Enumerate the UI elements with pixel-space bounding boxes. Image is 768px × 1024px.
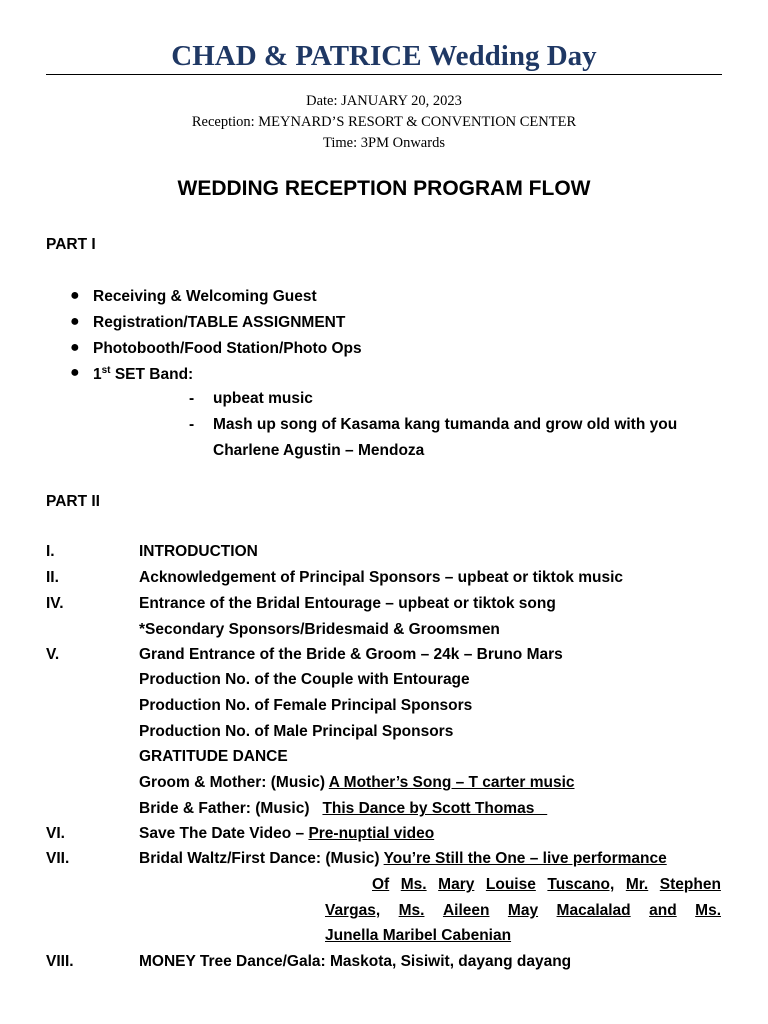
program-item: Bridal Waltz/First Dance: (Music) You’re Still the One – live performance bbox=[139, 850, 667, 867]
program-subitem: Production No. of Female Principal Sponsors bbox=[139, 697, 473, 714]
row-number: VI. bbox=[46, 825, 65, 842]
program-subitem: Production No. of Male Principal Sponsors bbox=[139, 723, 454, 740]
sub-item: upbeat music bbox=[213, 390, 313, 407]
row-number: VIII. bbox=[46, 953, 74, 970]
bullet-icon: ● bbox=[70, 287, 80, 304]
program-item: Grand Entrance of the Bride & Groom – 24k – Bruno Mars bbox=[139, 646, 563, 663]
program-subitem: *Secondary Sponsors/Bridesmaid & Groomsmen bbox=[139, 621, 500, 638]
part-one-label: PART I bbox=[46, 236, 96, 253]
event-time: Time: 3PM Onwards bbox=[323, 135, 445, 151]
event-date: Date: JANUARY 20, 2023 bbox=[306, 93, 462, 109]
event-reception: Reception: MEYNARD’S RESORT & CONVENTION CENTER bbox=[191, 114, 577, 130]
program-item: MONEY Tree Dance/Gala: Maskota, Sisiwit, dayang dayang bbox=[139, 953, 572, 970]
program-item: Acknowledgement of Principal Sponsors – upbeat or tiktok music bbox=[139, 569, 624, 586]
performers-line: Of Ms. Mary Louise Tuscano, Mr. Stephen bbox=[372, 876, 721, 893]
section-heading: WEDDING RECEPTION PROGRAM FLOW bbox=[177, 177, 591, 200]
performers-line: Vargas, Ms. Aileen May Macalalad and Ms. bbox=[325, 902, 721, 919]
dash-marker: - bbox=[189, 390, 195, 407]
program-subitem: Bride & Father: (Music) This Dance by Scott Thomas bbox=[139, 800, 548, 817]
program-item: Save The Date Video – Pre-nuptial video bbox=[139, 825, 435, 842]
program-subitem: GRATITUDE DANCE bbox=[139, 748, 288, 765]
bullet-icon: ● bbox=[70, 364, 80, 381]
page-title: CHAD & PATRICE Wedding Day bbox=[171, 40, 597, 72]
part-two-label: PART II bbox=[46, 493, 100, 510]
program-item: Entrance of the Bridal Entourage – upbeat or tiktok song bbox=[139, 595, 556, 612]
title-divider bbox=[46, 74, 722, 75]
video-title: Pre-nuptial video bbox=[308, 825, 435, 842]
bullet-icon: ● bbox=[70, 313, 80, 330]
song-title: You’re Still the One – live performance bbox=[383, 850, 667, 867]
row-number: IV. bbox=[46, 595, 64, 612]
bullet-icon: ● bbox=[70, 339, 80, 356]
list-item: Photobooth/Food Station/Photo Ops bbox=[93, 340, 362, 357]
song-title: A Mother’s Song – T carter music bbox=[328, 774, 575, 791]
program-item: INTRODUCTION bbox=[139, 543, 258, 560]
program-subitem: Groom & Mother: (Music) A Mother’s Song – T carter music bbox=[139, 774, 575, 791]
list-item: Registration/TABLE ASSIGNMENT bbox=[93, 314, 346, 331]
list-item-band: 1st SET Band: bbox=[93, 365, 194, 384]
song-title: This Dance by Scott Thomas bbox=[322, 800, 548, 817]
performers-line: Junella Maribel Cabenian bbox=[325, 927, 512, 944]
list-item: Receiving & Welcoming Guest bbox=[93, 288, 317, 305]
row-number: II. bbox=[46, 569, 59, 586]
row-number: I. bbox=[46, 543, 55, 560]
row-number: V. bbox=[46, 646, 60, 663]
sub-item: Mash up song of Kasama kang tumanda and grow old with you bbox=[213, 416, 678, 433]
row-number: VII. bbox=[46, 850, 70, 867]
sub-item-continued: Charlene Agustin – Mendoza bbox=[213, 442, 425, 459]
program-subitem: Production No. of the Couple with Entourage bbox=[139, 671, 470, 688]
dash-marker: - bbox=[189, 416, 195, 433]
